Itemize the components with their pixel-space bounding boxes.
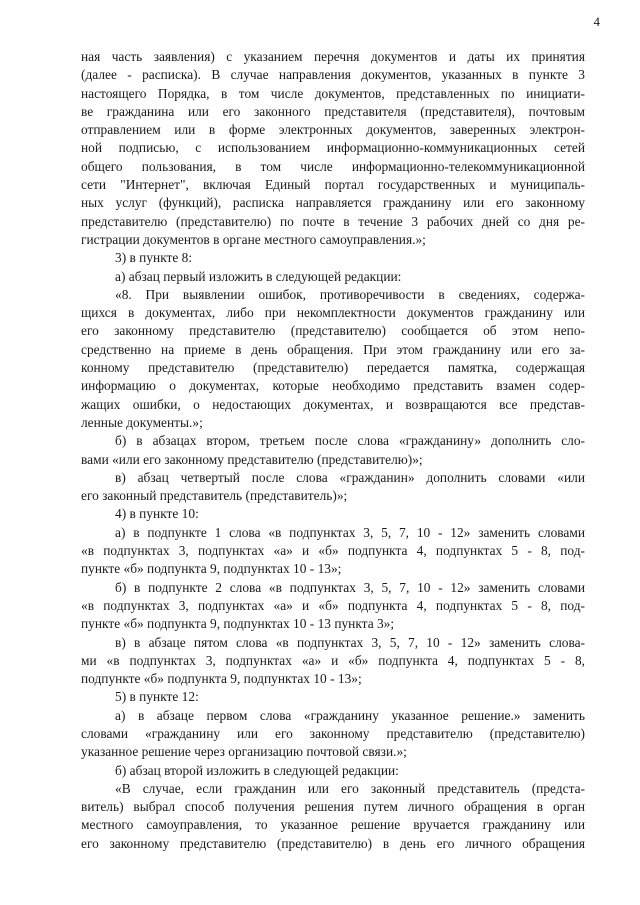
text-line: (далее - расписка). В случае направления документов, указанных в пункте 3 (81, 67, 585, 83)
text-line: 5) в пункте 12: (115, 689, 199, 705)
text-line: «8. При выявлении ошибок, противоречивости в сведениях, содержа- (115, 286, 585, 302)
text-line: б) в подпункте 2 слова «в подпунктах 3, 5, 7, 10 - 12» заменить словами (115, 579, 585, 595)
text-line: «в подпунктах 3, подпунктах «а» и «б» подпункта 4, подпунктах 5 - 8, под- (81, 597, 585, 613)
text-line: общего пользования, в том числе информационно-телекоммуникационной (81, 158, 585, 174)
text-line: 3) в пункте 8: (115, 250, 193, 266)
text-line: пункте «б» подпункта 9, подпунктах 10 - 13 пункта 3»; (81, 616, 395, 632)
text-line: витель) выбрал способ получения решения путем личного обращения в орган (81, 799, 585, 815)
text-line: ная часть заявления) с указанием перечня документов и даты их принятия (81, 49, 585, 64)
text-line: ной подписью, с использованием информационно-коммуникационных сетей (81, 140, 585, 156)
text-line: пункте «б» подпункта 9, подпунктах 10 - 13»; (81, 561, 342, 577)
text-line: 4) в пункте 10: (115, 506, 199, 522)
text-line: информацию о документах, которые необходимо представить взамен содер- (81, 378, 585, 394)
text-line: вами «или его законному представителю (представителю)»; (81, 451, 423, 467)
text-line: щихся в документах, либо при некомплектности документов гражданину или (81, 305, 585, 321)
text-line: его законный представитель (представитель)»; (81, 488, 348, 504)
text-line: а) в абзаце первом слова «гражданину указанное решение.» заменить (115, 707, 585, 723)
text-line: отправлением или в форме электронных документов, заверенных электрон- (81, 122, 585, 138)
text-line: гистрации документов в органе местного самоуправления.»; (81, 231, 426, 247)
text-line: б) абзац второй изложить в следующей редакции: (115, 762, 399, 778)
text-line: б) в абзацах втором, третьем после слова «гражданину» дополнить сло- (115, 433, 585, 449)
text-line: жащих ошибки, о недостающих документах, и возвращаются все представ- (81, 396, 585, 412)
text-line: «В случае, если гражданин или его законный представитель (предста- (115, 780, 585, 796)
text-line: указанное решение через организацию почтовой связи.»; (81, 744, 407, 760)
text-line: средственно на приеме в день обращения. При этом гражданину или его за- (81, 341, 585, 357)
text-line: ве гражданина или его законного представителя (представителя), почтовым (81, 103, 585, 119)
text-line: а) абзац первый изложить в следующей редакции: (115, 268, 402, 284)
text-line: конному представителю (представителю) передается памятка, содержащая (81, 360, 585, 376)
text-line: а) в подпункте 1 слова «в подпунктах 3, 5, 7, 10 - 12» заменить словами (115, 524, 585, 540)
text-line: представителю (представителю) по почте в течение 3 рабочих дней со дня ре- (81, 213, 585, 229)
text-line: словами «гражданину или его законному представителю (представителю) (81, 725, 585, 741)
text-line: в) в абзаце пятом слова «в подпунктах 3, 5, 7, 10 - 12» заменить слова- (115, 634, 585, 650)
text-line: сети "Интернет", включая Единый портал государственных и муниципаль- (81, 177, 585, 193)
document-body (81, 48, 585, 853)
text-line: ми «в подпунктах 3, подпунктах «а» и «б» подпункта 4, подпунктах 5 - 8, (81, 652, 585, 668)
text-line: его законному представителю (представителю) сообщается об этом непо- (81, 323, 585, 339)
text-line: местного самоуправления, то указанное решение вручается гражданину или (81, 817, 585, 833)
text-line: «в подпунктах 3, подпунктах «а» и «б» подпункта 4, подпунктах 5 - 8, под- (81, 543, 585, 559)
text-line: ленные документы.»; (81, 414, 203, 430)
text-line: подпункте «б» подпункта 9, подпунктах 10 - 13»; (81, 671, 362, 687)
text-line: настоящего Порядка, в том числе документов, представленных по инициати- (81, 85, 585, 101)
text-line: ных услуг (функций), расписка направляется гражданину или его законному (81, 195, 585, 211)
text-line: его законному представителю (представителю) в день его личного обращения (81, 835, 585, 851)
page-number: 4 (593, 14, 600, 29)
text-line: в) абзац четвертый после слова «гражданин» дополнить словами «или (115, 469, 585, 485)
